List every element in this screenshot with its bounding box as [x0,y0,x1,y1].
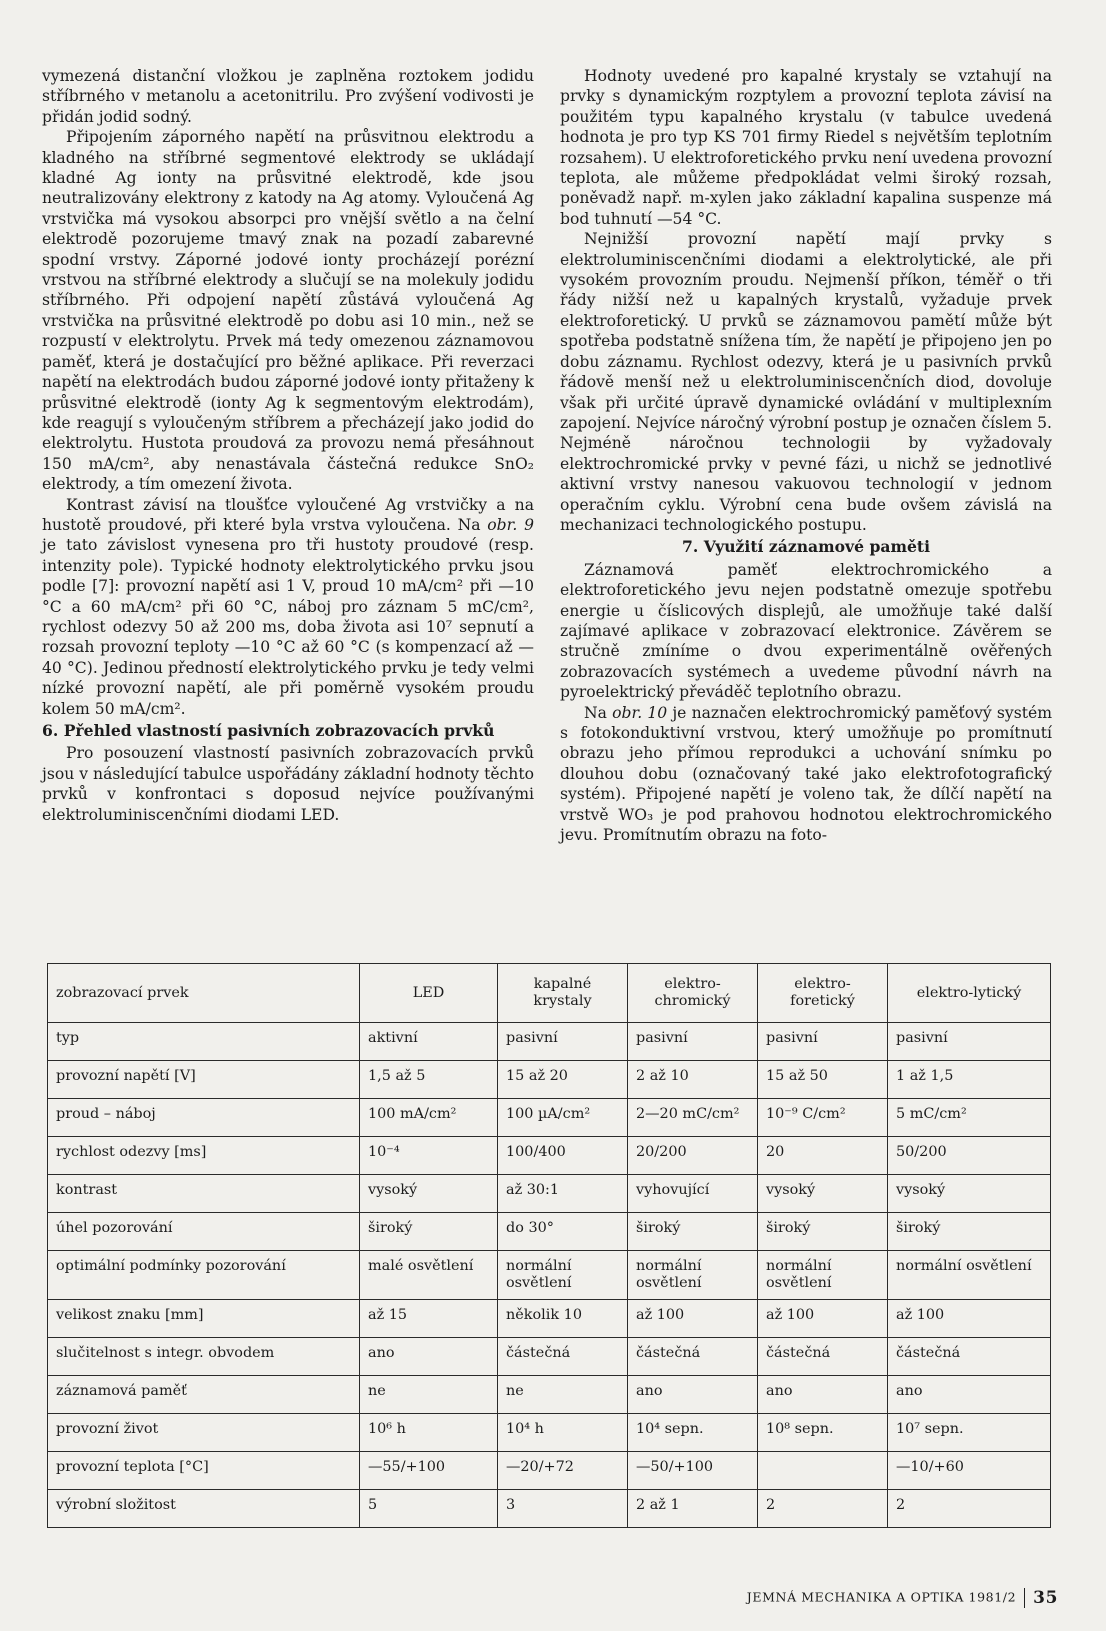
section-heading-7: 7. Využití záznamové paměti [681,537,931,557]
footer-divider [1024,1588,1025,1608]
table-cell: 15 až 50 [758,1061,888,1099]
section-heading-6: 6. Přehled vlastností pasivních zobrazovacích prvků [42,721,495,740]
table-header-cell: elektro-foretický [758,964,888,1023]
table-cell: 10⁴ sepn. [628,1414,758,1452]
table-cell: pasivní [628,1023,758,1061]
table-row [48,1023,1051,1061]
table-cell: 2 až 1 [628,1490,758,1528]
table-row [48,1300,1051,1338]
table-cell: 2 [758,1490,888,1528]
left-paragraph-3-start: Kontrast závisí na tloušťce vyloučené Ag vrstvičky a na hustotě proudové, při které byla vrstva vyloučena. Na [42,495,534,534]
table-cell: ano [758,1376,888,1414]
table-cell: 20 [758,1137,888,1175]
table-header-cell: kapalné krystaly [498,964,628,1023]
left-paragraph-3-end: je tato závislost vynesena pro tři hustoty proudové (resp. intenzity pole). Typické hodnoty elektrolytického prvku jsou podle [7]: provozní napětí asi 1 V, proud 10 mA/cm² při —10 °C a 60 mA/cm² při 60 °C, náboj pro záznam 5 mC/cm², rychlost odezvy 50 až 200 ms, doba života asi 10⁷ sepnutí a rozsah provozní teploty —10 °C až 60 °C (s kompenzací až —40 °C). Jedinou předností elektrolytického prvku je tedy velmi nízké provozní napětí, ale při poměrně vysokém proudu kolem 50 mA/cm². [42,536,534,718]
row-label-cell: výrobní složitost [48,1490,360,1528]
table-row [48,1137,1051,1175]
row-label-cell: optimální podmínky pozorování [48,1251,360,1300]
table-cell: normální osvětlení [628,1251,758,1300]
table-cell: 100 mA/cm² [360,1099,498,1137]
properties-table [47,963,1051,1528]
table-cell: vysoký [758,1175,888,1213]
left-paragraph-4: Pro posouzení vlastností pasivních zobrazovacích prvků jsou v následující tabulce uspořádány základní hodnoty těchto prvků v konfrontaci s doposud nejvíce používanými elektroluminiscenčními diodami LED. [42,744,534,824]
row-label-cell: velikost znaku [mm] [48,1300,360,1338]
right-paragraph-4 [560,703,1052,846]
table-cell: malé osvětlení [360,1251,498,1300]
table-cell: ne [498,1376,628,1414]
table-cell: normální osvětlení [758,1251,888,1300]
journal-name: JEMNÁ MECHANIKA A OPTIKA 1981/2 [746,1589,1017,1605]
left-paragraph-3 [42,495,534,719]
table-header-cell: zobrazovací prvek [48,964,360,1023]
table-cell: až 15 [360,1300,498,1338]
table-cell: 2 až 10 [628,1061,758,1099]
table-cell: široký [360,1213,498,1251]
table-header-row [48,964,1051,1023]
table-cell: —50/+100 [628,1452,758,1490]
table-cell: široký [888,1213,1051,1251]
table-row [48,1251,1051,1300]
table-cell: normální osvětlení [498,1251,628,1300]
table-cell: pasivní [758,1023,888,1061]
table-cell: až 30:1 [498,1175,628,1213]
table-cell: 10⁻⁹ C/cm² [758,1099,888,1137]
table-cell: až 100 [628,1300,758,1338]
table-cell: částečná [888,1338,1051,1376]
table-cell: vyhovující [628,1175,758,1213]
table-cell: 1,5 až 5 [360,1061,498,1099]
row-label-cell: provozní život [48,1414,360,1452]
table-cell: —10/+60 [888,1452,1051,1490]
table-cell: —20/+72 [498,1452,628,1490]
table-cell: 100/400 [498,1137,628,1175]
table-cell: ano [888,1376,1051,1414]
left-paragraph-1: vymezená distanční vložkou je zaplněna roztokem jodidu stříbrného v metanolu a acetonitrilu. Pro zvýšení vodivosti je přidán jodid sodný. [42,67,534,126]
table-cell: 1 až 1,5 [888,1061,1051,1099]
table-cell: ano [628,1376,758,1414]
table-cell: do 30° [498,1213,628,1251]
row-label-cell: záznamová paměť [48,1376,360,1414]
table-row [48,1490,1051,1528]
figure-ref-10: obr. 10 [612,703,668,722]
table-cell: —55/+100 [360,1452,498,1490]
table-cell: 10⁶ h [360,1414,498,1452]
right-paragraph-4-end: je naznačen elektrochromický paměťový systém s fotokonduktivní vrstvou, který umožňuje po promítnutí obrazu jeho přímou reprodukci a uchování snímku po dlouhou dobu (označovaný také jako elektrofotografický systém). Připojené napětí je voleno tak, že dílčí napětí na vrstvě WO₃ je pod prahovou hodnotou elektrochromického jevu. Promítnutím obrazu na foto- [560,703,1052,845]
row-label-cell: slučitelnost s integr. obvodem [48,1338,360,1376]
table-row [48,1175,1051,1213]
table-cell: 3 [498,1490,628,1528]
row-label-cell: proud – náboj [48,1099,360,1137]
table-cell: až 100 [888,1300,1051,1338]
table-cell: až 100 [758,1300,888,1338]
row-label-cell: rychlost odezvy [ms] [48,1137,360,1175]
table-cell: aktivní [360,1023,498,1061]
table-header-cell: elektro-chromický [628,964,758,1023]
table-cell: ne [360,1376,498,1414]
right-paragraph-2: Nejnižší provozní napětí mají prvky s elektroluminiscenčními diodami a elektrolytické, ale při vysokém provozním proudu. Nejmenší příkon, téměř o tři řády nižší než u kapalných krystalů, vyžaduje prvek elektroforetický. U prvků se záznamovou pamětí může být spotřeba podstatně snížena tím, že napětí je připojeno jen po dobu záznamu. Rychlost odezvy, která je u pasivních prvků řádově menší než u elektroluminiscenčních diod, dovoluje však při určité úpravě dynamické ovládání v multiplexním zapojení. Nejvíce náročný výrobní postup je označen číslem 5. Nejméně náročnou technologii by vyžadovaly elektrochromické prvky v pevné fázi, u nichž se jednotlivé aktivní vrstvy nanesou vakuovou technologií v jednom operačním cyklu. Výrobní cena bude ovšem závislá na mechanizaci technologického postupu. [560,230,1052,534]
figure-ref-9: obr. 9 [487,515,534,534]
table-cell: 10⁴ h [498,1414,628,1452]
right-paragraph-3: Záznamová paměť elektrochromického a elektroforetického jevu nejen podstatně omezuje spotřebu energie u číslicových displejů, ale umožňuje také další zajímavé aplikace v zobrazovací elektronice. Závěrem se stručně zmíníme o dvou experimentálně ověřených zobrazovacích systémech a uvedeme původní návrh na pyroelektrický převáděč teplotního obrazu. [560,560,1052,702]
table-cell: vysoký [360,1175,498,1213]
table-cell: částečná [758,1338,888,1376]
table-cell: částečná [628,1338,758,1376]
table-cell [758,1452,888,1490]
table-cell: 10⁻⁴ [360,1137,498,1175]
table-cell: 5 mC/cm² [888,1099,1051,1137]
right-column [560,66,1052,845]
table-cell: 50/200 [888,1137,1051,1175]
row-label-cell: úhel pozorování [48,1213,360,1251]
table-row [48,1338,1051,1376]
table-cell: 2—20 mC/cm² [628,1099,758,1137]
table-row [48,1099,1051,1137]
page-footer [747,1588,1058,1608]
table-cell: široký [628,1213,758,1251]
table-row [48,1452,1051,1490]
row-label-cell: provozní napětí [V] [48,1061,360,1099]
row-label-cell: kontrast [48,1175,360,1213]
table-cell: 15 až 20 [498,1061,628,1099]
left-paragraph-2: Připojením záporného napětí na průsvitnou elektrodu a kladného na stříbrné segmentové elektrody se ukládají kladné Ag ionty na průsvitné elektrodě, kde jsou neutralizovány elektrony z katody na Ag atomy. Vyloučená Ag vrstvička má vysokou absorpci pro vnější světlo a na čelní elektrodě pozorujeme tmavý znak na pozadí zabarevné spodní vrstvy. Záporné jodové ionty procházejí porézní vrstvou na stříbrné elektrody a slučují se na molekuly jodidu stříbrného. Při odpojení napětí zůstává vyloučená Ag vrstvička na průsvitné elektrodě po dobu asi 10 min., než se rozpustí v elektrolytu. Prvek má tedy omezenou záznamovou paměť, která je dostačující pro běžné aplikace. Při reverzaci napětí na elektrodách budou záporné jodové ionty přitaženy k průsvitné elektrodě (ionty Ag k segmentovým elektrodám), kde reagují s vyloučeným stříbrem a přecházejí jako jodid do elektrolytu. Hustota proudová za provozu nemá přesáhnout 150 mA/cm², aby nenastávala částečná redukce SnO₂ elektrody, a tím omezení života. [42,128,534,494]
table-row [48,1414,1051,1452]
table-header-cell: LED [360,964,498,1023]
row-label-cell: typ [48,1023,360,1061]
table-row [48,1061,1051,1099]
table-row [48,1213,1051,1251]
table-cell: 100 µA/cm² [498,1099,628,1137]
table-cell: široký [758,1213,888,1251]
row-label-cell: provozní teplota [°C] [48,1452,360,1490]
table-cell: částečná [498,1338,628,1376]
table-cell: 10⁸ sepn. [758,1414,888,1452]
table-cell: několik 10 [498,1300,628,1338]
table-row [48,1376,1051,1414]
table-cell: pasivní [498,1023,628,1061]
left-column [42,66,534,825]
right-paragraph-4-start: Na [584,703,613,722]
table-cell: 2 [888,1490,1051,1528]
page-number: 35 [1033,1588,1058,1608]
table-cell: vysoký [888,1175,1051,1213]
table-cell: 5 [360,1490,498,1528]
table-cell: 10⁷ sepn. [888,1414,1051,1452]
table-header-cell: elektro-lytický [888,964,1051,1023]
table-cell: normální osvětlení [888,1251,1051,1300]
right-paragraph-1: Hodnoty uvedené pro kapalné krystaly se vztahují na prvky s dynamickým rozptylem a provozní teplota závisí na použitém typu kapalného krystalu (v tabulce uvedená hodnota je pro typ KS 701 firmy Riedel s největším teplotním rozsahem). U elektroforetického prvku není uvedena provozní teplota, ale můžeme předpokládat velmi široký rozsah, poněvadž např. m-xylen jako základní kapalina suspenze má bod tuhnutí —54 °C. [560,67,1052,228]
table-cell: pasivní [888,1023,1051,1061]
table-cell: 20/200 [628,1137,758,1175]
table-cell: ano [360,1338,498,1376]
